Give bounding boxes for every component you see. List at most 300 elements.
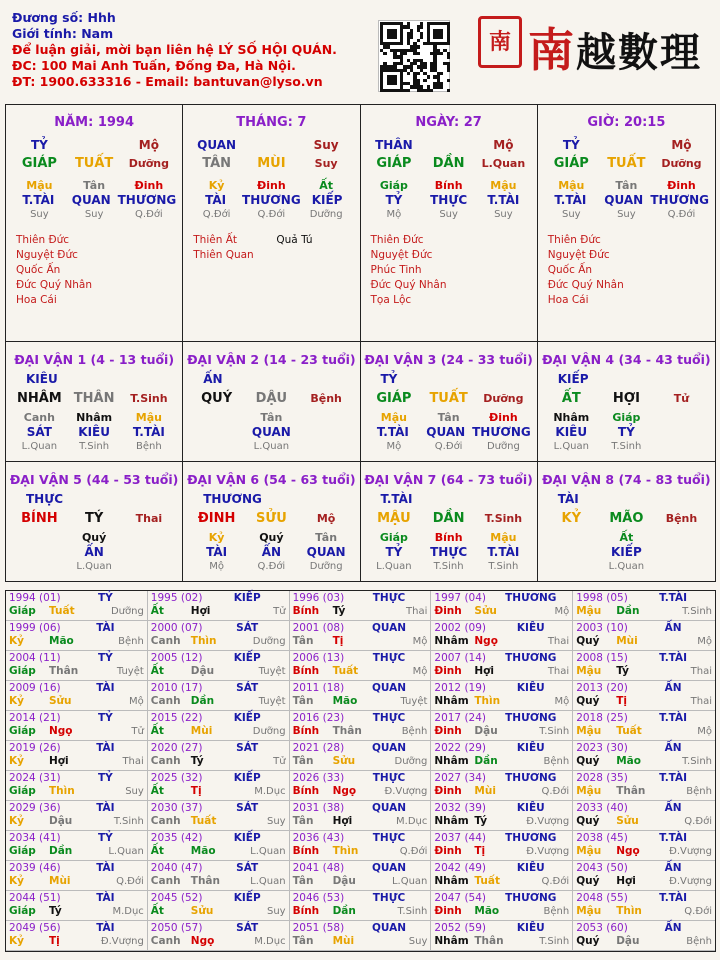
pillar-top: Mộ <box>671 138 692 152</box>
year-stage: T.Sinh <box>682 756 712 767</box>
year-stem: Mậu <box>576 845 602 857</box>
year-branch: Dậu <box>332 875 356 887</box>
year-stem: Kỷ <box>9 635 24 647</box>
year-god: THỰC <box>372 712 406 724</box>
year-god: TỶ <box>98 652 113 664</box>
year-god: KIÊU <box>516 682 545 694</box>
year-stem: Đinh <box>434 785 462 797</box>
year-stage: T.Sinh <box>113 816 144 827</box>
dai-van-god: T.TÀI <box>380 492 413 506</box>
hidden-stages <box>183 440 359 453</box>
year-cell <box>148 861 290 891</box>
year-stage: Thai <box>690 666 712 677</box>
dai-van-title: ĐẠI VẬN 4 (34 - 43 tuổi) <box>542 352 711 367</box>
year-god: KIẾP <box>233 592 261 604</box>
hidden-gods <box>538 425 715 440</box>
year-cell <box>573 921 715 951</box>
hidden-stem: Đinh <box>134 179 164 192</box>
year-god: T.TÀI <box>659 712 688 724</box>
year-top <box>576 592 712 605</box>
year-cell <box>431 921 573 951</box>
year-cell <box>573 801 715 831</box>
year-stem: Ất <box>150 785 164 797</box>
hidden-stem: Quý <box>259 531 284 544</box>
year-label: 2003 (10) <box>576 622 628 634</box>
stage: Mộ <box>316 512 336 525</box>
year-cell <box>148 921 290 951</box>
dai-van-3 <box>361 342 538 461</box>
year-label: 2027 (34) <box>434 772 487 784</box>
year-cell <box>573 771 715 801</box>
year-bottom <box>151 845 286 858</box>
year-label: 2017 (24) <box>434 712 487 724</box>
ten-god: TÀI <box>205 193 227 207</box>
year-stem: Canh <box>150 815 181 827</box>
year-cell <box>6 741 148 771</box>
stage: Tử <box>673 392 690 405</box>
hidden-gods <box>6 425 182 440</box>
year-bottom <box>9 875 144 888</box>
year-cell <box>290 711 432 741</box>
year-label: 2008 (15) <box>576 652 628 664</box>
year-bottom <box>151 605 286 618</box>
year-branch: Sửu <box>190 905 214 917</box>
year-branch: Mùi <box>49 875 71 887</box>
dai-van-stem-branch <box>6 510 182 528</box>
star-item: Đức Quý Nhân <box>547 279 624 291</box>
dai-van-title: ĐẠI VẬN 5 (44 - 53 tuổi) <box>9 472 179 487</box>
year-label: 2039 (46) <box>9 862 61 874</box>
year-stage: Thai <box>406 606 428 617</box>
year-bottom <box>151 755 286 768</box>
phone-email-line: ĐT: 1900.633316 - Email: bantuvan@lyso.vn <box>12 74 323 89</box>
year-stem: Tân <box>292 755 314 767</box>
hidden-stems <box>361 411 537 425</box>
year-cell <box>431 771 573 801</box>
hidden-stem: Quý <box>81 531 107 544</box>
life-stage: Mộ <box>386 441 402 452</box>
year-god: TÀI <box>96 802 115 814</box>
year-bottom <box>576 875 712 888</box>
dai-van-title: ĐẠI VẬN 7 (64 - 73 tuổi) <box>364 472 533 487</box>
year-stem: Bính <box>292 665 320 677</box>
year-branch: Tị <box>49 935 60 947</box>
year-stem: Mậu <box>576 905 602 917</box>
hidden-stem <box>12 531 67 545</box>
hidden-stem: Tân <box>315 531 338 544</box>
ten-god: QUAN <box>251 425 291 439</box>
year-branch: Hợi <box>332 815 353 827</box>
year-top <box>576 682 712 695</box>
year-stage: M.Dục <box>254 936 286 947</box>
year-top <box>9 622 144 635</box>
heavenly-stem: GIÁP <box>376 156 412 171</box>
year-label: 2020 (27) <box>150 742 203 754</box>
hidden-stem: Mậu <box>558 179 585 192</box>
year-label: 1994 (01) <box>9 592 61 604</box>
year-cell <box>6 801 148 831</box>
dai-van-1 <box>6 342 183 461</box>
year-stage: T.Sinh <box>397 906 428 917</box>
year-stem: Nhâm <box>434 815 469 827</box>
stage: T.Sinh <box>484 512 523 525</box>
year-top <box>434 592 569 605</box>
year-god: QUAN <box>371 922 407 934</box>
year-top <box>576 892 712 905</box>
life-stage: L.Quan <box>376 561 412 572</box>
ten-god: THƯƠNG <box>650 193 709 207</box>
year-top <box>293 862 428 875</box>
year-stage: T.Sinh <box>539 726 570 737</box>
year-god: SÁT <box>236 802 259 814</box>
year-top <box>434 862 569 875</box>
dai-van-god: KIẾP <box>557 372 589 386</box>
year-top <box>434 622 569 635</box>
year-cell <box>431 831 573 861</box>
ten-god: T.TÀI <box>376 425 409 439</box>
hidden-gods <box>183 545 359 560</box>
star-item: Quốc Ấn <box>16 264 61 276</box>
ten-god: ẤN <box>84 545 104 559</box>
year-bottom <box>434 725 569 738</box>
year-cell <box>6 711 148 741</box>
year-stage: Suy <box>125 786 144 797</box>
year-god: TỶ <box>98 772 113 784</box>
year-bottom <box>434 875 569 888</box>
year-god: KIẾP <box>233 832 261 844</box>
year-stage: Đ.Vượng <box>669 846 712 857</box>
dai-van-title: ĐẠI VẬN 6 (54 - 63 tuổi) <box>187 472 356 487</box>
hidden-stems <box>183 179 359 193</box>
heavenly-stem: KỶ <box>561 511 582 526</box>
year-bottom <box>576 665 712 678</box>
year-top <box>434 712 569 725</box>
year-top <box>293 892 428 905</box>
pillar-top <box>244 138 299 153</box>
year-cell <box>431 801 573 831</box>
year-cell <box>148 741 290 771</box>
year-cell <box>290 681 432 711</box>
dai-van-2 <box>183 342 360 461</box>
pillar-title: GIỜ: 20:15 <box>587 115 666 130</box>
heavenly-stem: GIÁP <box>553 156 589 171</box>
life-stage: Dưỡng <box>486 441 520 452</box>
year-top <box>576 712 712 725</box>
year-god: ẤN <box>664 742 682 754</box>
life-stage: T.Sinh <box>488 561 519 572</box>
star-item: Hoa Cái <box>16 294 57 306</box>
year-cell <box>573 891 715 921</box>
year-top <box>9 742 144 755</box>
year-god: QUAN <box>371 622 407 634</box>
year-stem: Quý <box>576 875 600 887</box>
year-bottom <box>293 845 428 858</box>
year-branch: Hợi <box>474 665 494 677</box>
pillar-top: Suy <box>313 138 339 152</box>
year-stage: M.Dục <box>112 906 144 917</box>
life-stage: L.Quan <box>253 441 290 452</box>
stage: Bệnh <box>665 512 698 525</box>
year-branch: Tị <box>616 695 627 707</box>
year-bottom <box>293 725 428 738</box>
year-branch: Thân <box>332 725 362 737</box>
year-label: 1998 (05) <box>576 592 628 604</box>
year-branch: Mùi <box>190 725 213 737</box>
year-top <box>151 862 286 875</box>
dai-van-8 <box>538 462 715 581</box>
year-bottom <box>293 665 428 678</box>
year-stage: Q.Đới <box>684 906 712 917</box>
hidden-stems <box>6 179 182 193</box>
year-label: 2050 (57) <box>150 922 203 934</box>
year-stem: Bính <box>292 785 320 797</box>
year-label: 2044 (51) <box>9 892 61 904</box>
year-cell <box>573 651 715 681</box>
year-cell <box>431 741 573 771</box>
year-branch: Ngọ <box>474 635 498 647</box>
year-top <box>576 652 712 665</box>
year-branch: Dần <box>474 755 498 767</box>
dai-van-title: ĐẠI VẬN 1 (4 - 13 tuổi) <box>14 352 175 367</box>
year-top <box>151 802 286 815</box>
year-bottom <box>9 635 144 648</box>
year-branch: Tuất <box>474 875 500 887</box>
year-god: QUAN <box>371 682 407 694</box>
year-bottom <box>434 755 569 768</box>
year-stage: Mộ <box>412 666 428 677</box>
year-god: T.TÀI <box>659 772 688 784</box>
dai-van-stem-branch <box>538 510 715 528</box>
year-god: THƯƠNG <box>505 772 557 784</box>
year-branch: Tý <box>616 665 629 677</box>
year-god: THƯƠNG <box>505 652 557 664</box>
address-line: ĐC: 100 Mai Anh Tuấn, Đống Đa, Hà Nội. <box>12 58 296 73</box>
year-top <box>151 742 286 755</box>
year-bottom <box>434 605 569 618</box>
year-stage: Mộ <box>697 726 712 737</box>
hidden-stem: Tân <box>615 179 638 192</box>
year-cell <box>290 891 432 921</box>
year-bottom <box>151 695 286 708</box>
year-god: ẤN <box>664 802 682 814</box>
hidden-stem: Bính <box>434 531 463 544</box>
four-pillars <box>5 104 716 342</box>
year-cell <box>148 801 290 831</box>
year-stage: Tử <box>131 726 144 737</box>
life-stage: Q.Đới <box>257 561 286 572</box>
earthly-branch: TÝ <box>84 511 104 526</box>
pillar-top <box>599 138 654 153</box>
year-stem: Kỷ <box>9 695 24 707</box>
hidden-gods <box>6 545 182 560</box>
hidden-gods <box>6 193 182 208</box>
hidden-stem: Canh <box>23 411 55 424</box>
life-stage: Mộ <box>209 561 224 572</box>
dai-van-row-2 <box>5 462 716 582</box>
star-item: Tọa Lộc <box>370 294 412 306</box>
year-god: THƯƠNG <box>505 892 557 904</box>
hidden-stem <box>654 531 709 545</box>
year-top <box>434 742 569 755</box>
life-stage: Suy <box>494 209 513 220</box>
hidden-stem: Mậu <box>490 531 517 544</box>
ten-god: ẤN <box>261 545 282 559</box>
year-bottom <box>293 905 428 918</box>
year-top <box>293 922 428 935</box>
year-top <box>9 652 144 665</box>
year-branch: Mùi <box>616 635 638 647</box>
year-branch: Mão <box>332 695 358 707</box>
year-branch: Ngọ <box>190 935 215 947</box>
pillar-title: THÁNG: 7 <box>236 115 307 130</box>
ten-god: QUAN <box>71 193 111 207</box>
star-item: Quả Tú <box>276 234 313 246</box>
year-bottom <box>576 635 712 648</box>
year-stem: Bính <box>292 845 320 857</box>
year-cell <box>148 711 290 741</box>
dai-van-row-1 <box>5 342 716 462</box>
star-item: Thiên Đức <box>16 234 70 246</box>
hidden-stem <box>544 531 599 545</box>
year-label: 2015 (22) <box>150 712 203 724</box>
life-stage: Q.Đới <box>257 209 286 220</box>
year-label: 2014 (21) <box>9 712 61 724</box>
year-stage: Đ.Vượng <box>100 936 144 947</box>
ten-god: TỶ <box>617 425 635 439</box>
year-branch: Tị <box>474 845 486 857</box>
year-god: THƯƠNG <box>505 712 557 724</box>
year-label: 2006 (13) <box>292 652 345 664</box>
year-label: 2051 (58) <box>292 922 345 934</box>
hidden-stages <box>361 440 537 453</box>
star-item: Quốc Ấn <box>547 264 593 276</box>
dai-van-god: THỰC <box>26 492 64 506</box>
ten-god: KIẾP <box>610 545 642 559</box>
life-stage: Dưỡng <box>309 209 343 220</box>
year-stem: Tân <box>292 875 314 887</box>
year-stage: Mộ <box>554 606 570 617</box>
year-top <box>9 862 144 875</box>
year-top <box>576 742 712 755</box>
ten-god: T.TÀI <box>22 193 55 207</box>
hidden-stages <box>361 560 537 573</box>
year-cell <box>6 591 148 621</box>
hidden-stems <box>538 411 715 425</box>
heavenly-stem: BÍNH <box>21 511 58 526</box>
year-label: 2052 (59) <box>434 922 487 934</box>
life-stage: T.Sinh <box>611 441 642 452</box>
dai-van-god: KIÊU <box>26 372 58 386</box>
year-branch: Dần <box>49 845 73 857</box>
year-god: KIÊU <box>516 862 545 874</box>
year-branch: Tý <box>49 905 62 917</box>
year-bottom <box>293 755 428 768</box>
stage: Thai <box>135 512 163 525</box>
ten-god: T.TÀI <box>132 425 165 439</box>
year-label: 2016 (23) <box>292 712 345 724</box>
year-stage: Suy <box>266 906 286 917</box>
life-stage: Q.Đới <box>135 209 163 220</box>
hidden-stem: Mậu <box>490 179 517 192</box>
hidden-stages <box>6 440 182 453</box>
heavenly-stem: NHÂM <box>16 391 62 406</box>
year-bottom <box>151 905 286 918</box>
year-stem: Kỷ <box>9 755 24 767</box>
yearly-luck-table <box>5 590 716 952</box>
life-stage: Q.Đới <box>202 209 231 220</box>
ten-god: KIẾP <box>311 193 343 207</box>
life-stage <box>189 440 244 453</box>
year-cell <box>573 711 715 741</box>
star-col-a <box>193 233 276 263</box>
year-cell <box>148 771 290 801</box>
pillar-stem-branch <box>6 155 182 173</box>
hidden-stems <box>538 531 715 545</box>
year-god: TÀI <box>96 742 115 754</box>
year-god: ẤN <box>664 922 682 934</box>
hidden-stem: Đinh <box>489 411 518 424</box>
ten-god: TỶ <box>385 545 403 559</box>
year-branch: Ngọ <box>332 785 357 797</box>
year-god: KIẾP <box>233 652 261 664</box>
year-branch: Sửu <box>474 605 497 617</box>
stage: Suy <box>314 157 338 170</box>
year-stage: Tử <box>273 756 286 767</box>
year-stem: Ất <box>150 665 164 677</box>
year-cell <box>148 591 290 621</box>
earthly-branch: DẬU <box>255 391 288 406</box>
year-stage: Tuyệt <box>116 666 144 677</box>
hidden-stem <box>299 411 354 425</box>
hidden-stem: Nhâm <box>553 411 590 424</box>
pillar-top: THÂN <box>375 138 413 152</box>
year-top <box>9 712 144 725</box>
year-branch: Thìn <box>190 635 217 647</box>
year-stem: Giáp <box>9 665 36 677</box>
year-label: 2018 (25) <box>576 712 628 724</box>
year-stage: L.Quan <box>108 846 144 857</box>
year-label: 2037 (44) <box>434 832 487 844</box>
hidden-gods <box>183 425 359 440</box>
pillar-top <box>421 138 476 153</box>
year-bottom <box>293 605 428 618</box>
year-bottom <box>9 725 144 738</box>
year-stem: Kỷ <box>9 875 24 887</box>
year-cell <box>6 771 148 801</box>
hidden-stages <box>538 208 715 221</box>
year-label: 2000 (07) <box>150 622 203 634</box>
year-label: 1995 (02) <box>150 592 203 604</box>
year-label: 2041 (48) <box>292 862 345 874</box>
year-stage: Bệnh <box>543 756 570 767</box>
year-god: T.TÀI <box>659 892 688 904</box>
year-stage: Bệnh <box>118 636 144 647</box>
year-god: THỰC <box>372 772 406 784</box>
life-stage: Suy <box>617 209 636 220</box>
year-top <box>293 832 428 845</box>
pillar-top <box>67 138 122 153</box>
stage: Bệnh <box>310 392 342 405</box>
year-stage: Thai <box>547 666 570 677</box>
year-stage: Thai <box>547 636 570 647</box>
pillar-title: NGÀY: 27 <box>415 115 482 130</box>
dai-van-4 <box>538 342 715 461</box>
year-top <box>151 892 286 905</box>
earthly-branch: TUẤT <box>607 156 646 171</box>
year-god: ẤN <box>664 682 682 694</box>
hidden-stem: Đinh <box>257 179 286 192</box>
year-label: 2025 (32) <box>150 772 203 784</box>
